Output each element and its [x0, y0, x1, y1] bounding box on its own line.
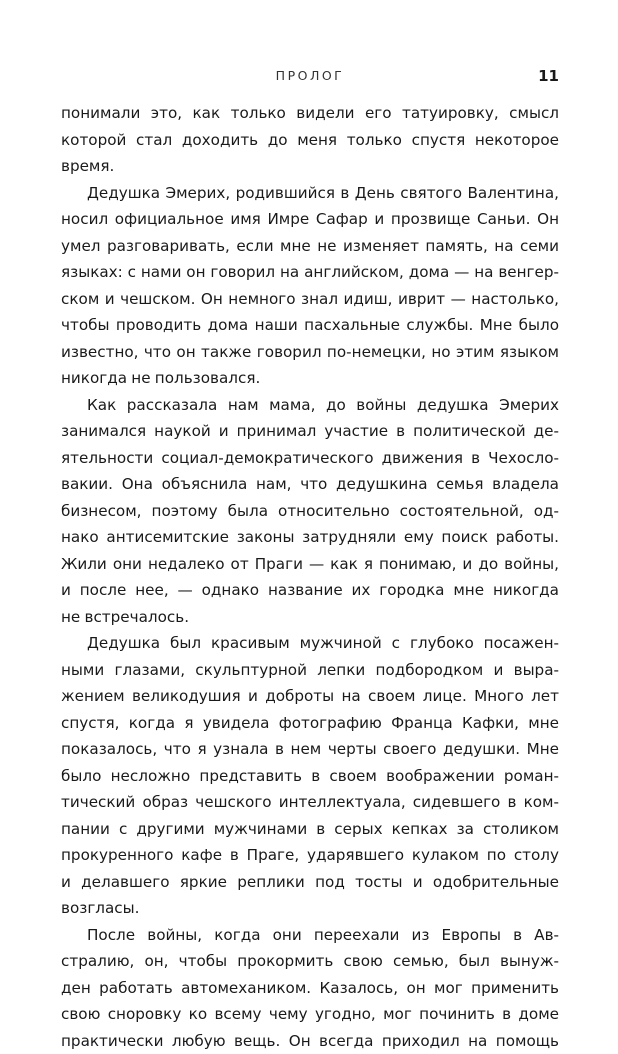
text-line: занимался наукой и принимал участие в политической де- — [61, 418, 559, 445]
running-head — [61, 66, 559, 86]
text-line: возгласы. — [61, 895, 559, 922]
text-line: ятельности социал-демократического движения в Чехосло- — [61, 445, 559, 472]
text-line: умел разговаривать, если мне не изменяет память, на семи — [61, 233, 559, 260]
text-line: спустя, когда я увидела фотографию Франца Кафки, мне — [61, 710, 559, 737]
text-line: ском и чешском. Он немного знал идиш, иврит — настолько, — [61, 286, 559, 313]
page-number: 11 — [538, 66, 559, 86]
book-page — [61, 0, 559, 1000]
text-line: ными глазами, скульптурной лепки подбородком и выра- — [61, 657, 559, 684]
text-line: тический образ чешского интеллектуала, сидевшего в ком- — [61, 789, 559, 816]
section-title: ПРОЛОГ — [61, 66, 559, 86]
text-line: языках: с нами он говорил на английском, дома — на венгер- — [61, 259, 559, 286]
text-line: и после нее, — однако название их городка мне никогда — [61, 577, 559, 604]
text-line: было несложно представить в своем воображении роман- — [61, 763, 559, 790]
text-line: понимали это, как только видели его татуировку, смысл — [61, 100, 559, 127]
text-line: показалось, что я узнала в нем черты своего дедушки. Мне — [61, 736, 559, 763]
text-line: известно, что он также говорил по-немецки, но этим языком — [61, 339, 559, 366]
text-line: Жили они недалеко от Праги — как я понимаю, и до войны, — [61, 551, 559, 578]
text-line: вакии. Она объяснила нам, что дедушкина семья владела — [61, 471, 559, 498]
text-line: ден работать автомехаником. Казалось, он мог применить — [61, 975, 559, 1002]
text-line: которой стал доходить до меня только спустя некоторое — [61, 127, 559, 154]
text-line: время. — [61, 153, 559, 180]
text-line: никогда не пользовался. — [61, 365, 559, 392]
text-line: прокуренного кафе в Праге, ударявшего кулаком по столу — [61, 842, 559, 869]
text-line: Дедушка был красивым мужчиной с глубоко посажен- — [61, 630, 559, 657]
text-line: бизнесом, поэтому была относительно состоятельной, од- — [61, 498, 559, 525]
text-line: и делавшего яркие реплики под тосты и одобрительные — [61, 869, 559, 896]
text-line: практически любую вещь. Он всегда приходил на помощь — [61, 1028, 559, 1054]
text-line: После войны, когда они переехали из Европы в Ав- — [61, 922, 559, 949]
body-text — [61, 100, 559, 1054]
text-line: Дедушка Эмерих, родившийся в День святого Валентина, — [61, 180, 559, 207]
text-line: Как рассказала нам мама, до войны дедушка Эмерих — [61, 392, 559, 419]
text-line: жением великодушия и доброты на своем лице. Много лет — [61, 683, 559, 710]
text-line: чтобы проводить дома наши пасхальные службы. Мне было — [61, 312, 559, 339]
text-line: свою сноровку ко всему чему угодно, мог починить в доме — [61, 1001, 559, 1028]
text-line: носил официальное имя Имре Сафар и прозвище Саньи. Он — [61, 206, 559, 233]
text-line: нако антисемитские законы затрудняли ему поиск работы. — [61, 524, 559, 551]
text-line: пании с другими мужчинами в серых кепках за столиком — [61, 816, 559, 843]
text-line: стралию, он, чтобы прокормить свою семью, был вынуж- — [61, 948, 559, 975]
text-line: не встречалось. — [61, 604, 559, 631]
